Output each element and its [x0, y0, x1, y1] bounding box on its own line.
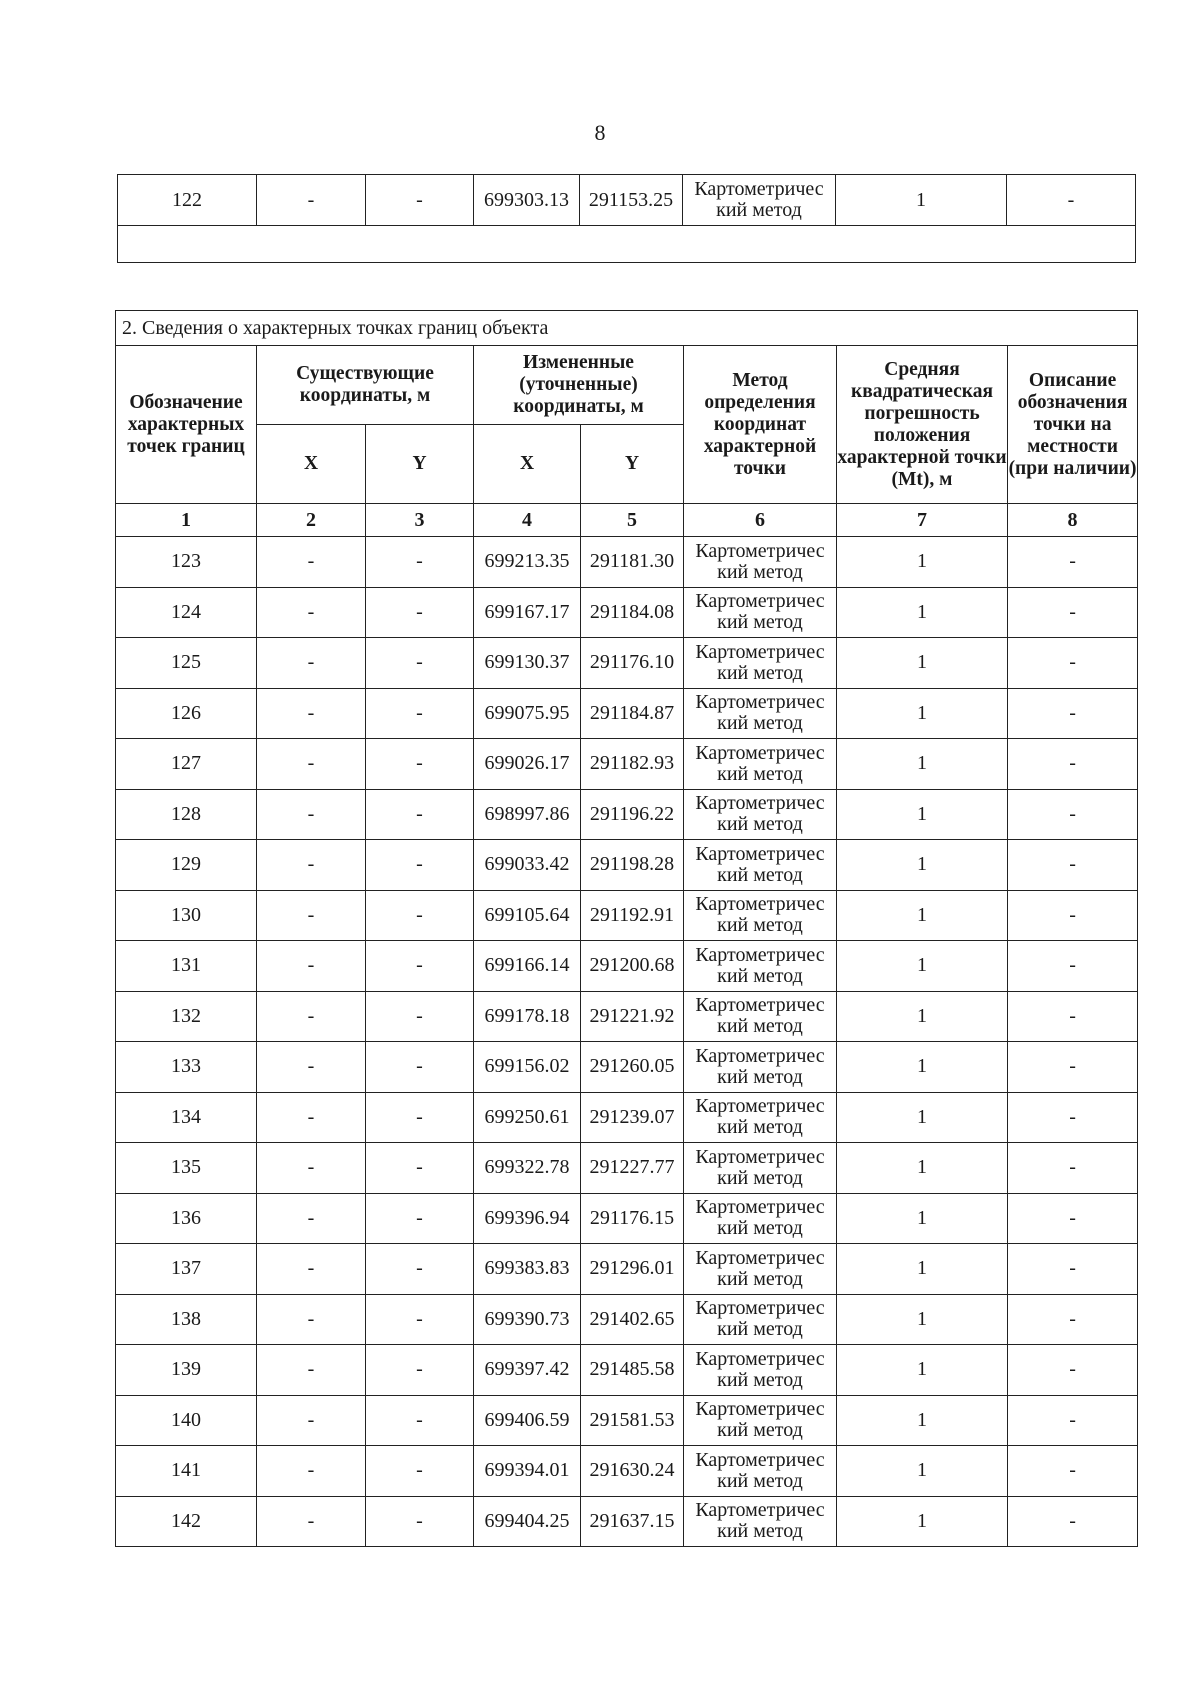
desc-cell: - [1008, 1193, 1138, 1244]
x-new-cell: 699033.42 [474, 840, 581, 891]
header-x-changed: X [474, 425, 581, 504]
column-number: 3 [366, 504, 474, 537]
column-number: 5 [581, 504, 684, 537]
mt-cell: 1 [837, 1496, 1008, 1547]
desc-cell: - [1008, 739, 1138, 790]
desc-cell: - [1008, 1345, 1138, 1396]
header-desc: Описание обозначения точки на местности (при наличии) [1008, 346, 1138, 504]
x-new-cell: 698997.86 [474, 789, 581, 840]
method-cell: Картометричес кий метод [684, 991, 837, 1042]
y-new-cell: 291402.65 [581, 1294, 684, 1345]
section-caption: 2. Сведения о характерных точках границ объекта [116, 311, 1138, 346]
desc-cell: - [1008, 840, 1138, 891]
y-existing-cell: - [366, 587, 474, 638]
x-existing-cell: - [257, 587, 366, 638]
desc-cell: - [1008, 587, 1138, 638]
x-new-cell: 699322.78 [474, 1143, 581, 1194]
point-cell: 133 [116, 1042, 257, 1093]
table-row [116, 1496, 1138, 1547]
x-new-cell: 699394.01 [474, 1446, 581, 1497]
table-row [116, 1143, 1138, 1194]
desc-cell: - [1008, 638, 1138, 689]
mt-cell: 1 [837, 1294, 1008, 1345]
y-existing-cell: - [366, 1042, 474, 1093]
y-new-cell: 291196.22 [581, 789, 684, 840]
y-existing-cell: - [366, 991, 474, 1042]
point-cell: 141 [116, 1446, 257, 1497]
y-new-cell: 291176.10 [581, 638, 684, 689]
x-new-cell: 699406.59 [474, 1395, 581, 1446]
column-number: 8 [1008, 504, 1138, 537]
y-new-cell: 291153.25 [580, 175, 683, 226]
y-existing-cell: - [366, 1143, 474, 1194]
column-number: 1 [116, 504, 257, 537]
table-row [116, 1395, 1138, 1446]
y-new-cell: 291182.93 [581, 739, 684, 790]
column-number: 7 [837, 504, 1008, 537]
table-row [116, 1193, 1138, 1244]
x-new-cell: 699396.94 [474, 1193, 581, 1244]
desc-cell: - [1008, 1446, 1138, 1497]
y-existing-cell: - [366, 1294, 474, 1345]
desc-cell: - [1008, 941, 1138, 992]
x-existing-cell: - [257, 1244, 366, 1295]
desc-cell: - [1008, 1496, 1138, 1547]
y-new-cell: 291221.92 [581, 991, 684, 1042]
desc-cell: - [1008, 1092, 1138, 1143]
y-existing-cell: - [366, 1446, 474, 1497]
desc-cell: - [1008, 789, 1138, 840]
table-row [116, 638, 1138, 689]
mt-cell: 1 [837, 840, 1008, 891]
x-new-cell: 699167.17 [474, 587, 581, 638]
method-cell: Картометричес кий метод [684, 1193, 837, 1244]
x-existing-cell: - [257, 1092, 366, 1143]
x-new-cell: 699130.37 [474, 638, 581, 689]
table-row [116, 739, 1138, 790]
x-new-cell: 699105.64 [474, 890, 581, 941]
method-cell: Картометричес кий метод [684, 1042, 837, 1093]
method-cell: Картометричес кий метод [684, 1294, 837, 1345]
mt-cell: 1 [837, 1092, 1008, 1143]
point-cell: 134 [116, 1092, 257, 1143]
method-cell: Картометричес кий метод [684, 587, 837, 638]
method-cell: Картометричес кий метод [684, 840, 837, 891]
header-changed: Измененные (уточненные) координаты, м [474, 346, 684, 425]
x-existing-cell: - [257, 1395, 366, 1446]
y-existing-cell: - [366, 840, 474, 891]
column-numbers-row [116, 504, 1138, 537]
desc-cell: - [1008, 1395, 1138, 1446]
boundary-points-table [115, 310, 1138, 1547]
method-cell: Картометричес кий метод [684, 890, 837, 941]
point-cell: 136 [116, 1193, 257, 1244]
point-cell: 130 [116, 890, 257, 941]
x-new-cell: 699075.95 [474, 688, 581, 739]
y-existing-cell: - [366, 1193, 474, 1244]
empty-row [118, 226, 1136, 263]
x-new-cell: 699156.02 [474, 1042, 581, 1093]
y-existing-cell: - [366, 1395, 474, 1446]
x-existing-cell: - [257, 789, 366, 840]
point-cell: 131 [116, 941, 257, 992]
x-new-cell: 699178.18 [474, 991, 581, 1042]
table-row [116, 537, 1138, 588]
method-cell: Картометричес кий метод [684, 1446, 837, 1497]
y-new-cell: 291184.08 [581, 587, 684, 638]
mt-cell: 1 [837, 991, 1008, 1042]
desc-cell: - [1008, 991, 1138, 1042]
mt-cell: 1 [836, 175, 1007, 226]
header-existing: Существующие координаты, м [257, 346, 474, 425]
desc-cell: - [1008, 1244, 1138, 1295]
x-existing-cell: - [257, 1143, 366, 1194]
page-number: 8 [594, 120, 606, 145]
x-existing-cell: - [257, 941, 366, 992]
table-row [116, 1446, 1138, 1497]
column-number: 2 [257, 504, 366, 537]
x-new-cell: 699397.42 [474, 1345, 581, 1396]
x-existing-cell: - [257, 638, 366, 689]
table-row [116, 1244, 1138, 1295]
point-cell: 137 [116, 1244, 257, 1295]
header-mt: Средняя квадратическая погрешность положения характерной точки (Mt), м [837, 346, 1008, 504]
y-new-cell: 291239.07 [581, 1092, 684, 1143]
y-existing-cell: - [366, 175, 474, 226]
x-existing-cell: - [257, 688, 366, 739]
y-existing-cell: - [366, 688, 474, 739]
point-cell: 122 [118, 175, 257, 226]
y-existing-cell: - [366, 739, 474, 790]
x-new-cell: 699026.17 [474, 739, 581, 790]
point-cell: 138 [116, 1294, 257, 1345]
y-new-cell: 291181.30 [581, 537, 684, 588]
y-existing-cell: - [366, 941, 474, 992]
point-cell: 126 [116, 688, 257, 739]
method-cell: Картометричес кий метод [684, 941, 837, 992]
y-new-cell: 291260.05 [581, 1042, 684, 1093]
mt-cell: 1 [837, 789, 1008, 840]
mt-cell: 1 [837, 1395, 1008, 1446]
y-new-cell: 291176.15 [581, 1193, 684, 1244]
y-new-cell: 291192.91 [581, 890, 684, 941]
point-cell: 132 [116, 991, 257, 1042]
x-existing-cell: - [257, 739, 366, 790]
desc-cell: - [1008, 1143, 1138, 1194]
x-existing-cell: - [257, 1345, 366, 1396]
mt-cell: 1 [837, 537, 1008, 588]
x-existing-cell: - [257, 991, 366, 1042]
method-cell: Картометричес кий метод [684, 638, 837, 689]
point-cell: 140 [116, 1395, 257, 1446]
desc-cell: - [1008, 688, 1138, 739]
method-cell: Картометричес кий метод [684, 1345, 837, 1396]
point-cell: 142 [116, 1496, 257, 1547]
method-cell: Картометричес кий метод [684, 688, 837, 739]
x-existing-cell: - [257, 537, 366, 588]
x-new-cell: 699213.35 [474, 537, 581, 588]
mt-cell: 1 [837, 1193, 1008, 1244]
x-existing-cell: - [257, 1042, 366, 1093]
x-existing-cell: - [257, 1446, 366, 1497]
method-cell: Картометричес кий метод [684, 1395, 837, 1446]
continuation-table [117, 174, 1136, 263]
point-cell: 135 [116, 1143, 257, 1194]
y-new-cell: 291227.77 [581, 1143, 684, 1194]
mt-cell: 1 [837, 739, 1008, 790]
y-existing-cell: - [366, 789, 474, 840]
y-existing-cell: - [366, 537, 474, 588]
desc-cell: - [1008, 537, 1138, 588]
x-existing-cell: - [257, 890, 366, 941]
x-new-cell: 699404.25 [474, 1496, 581, 1547]
point-cell: 123 [116, 537, 257, 588]
table-row [116, 941, 1138, 992]
x-existing-cell: - [257, 840, 366, 891]
x-new-cell: 699250.61 [474, 1092, 581, 1143]
mt-cell: 1 [837, 1042, 1008, 1093]
mt-cell: 1 [837, 638, 1008, 689]
x-new-cell: 699166.14 [474, 941, 581, 992]
table-row [116, 991, 1138, 1042]
mt-cell: 1 [837, 1143, 1008, 1194]
desc-cell: - [1008, 1042, 1138, 1093]
method-cell: Картометричес кий метод [684, 1496, 837, 1547]
header-x-existing: X [257, 425, 366, 504]
method-cell: Картометричес кий метод [684, 1092, 837, 1143]
column-number: 6 [684, 504, 837, 537]
desc-cell: - [1008, 890, 1138, 941]
y-new-cell: 291198.28 [581, 840, 684, 891]
point-cell: 128 [116, 789, 257, 840]
table-row [116, 840, 1138, 891]
method-cell: Картометричес кий метод [683, 175, 836, 226]
table-row [116, 789, 1138, 840]
x-new-cell: 699390.73 [474, 1294, 581, 1345]
y-new-cell: 291630.24 [581, 1446, 684, 1497]
mt-cell: 1 [837, 1446, 1008, 1497]
table-row [116, 688, 1138, 739]
header-method: Метод определения координат характерной точки [684, 346, 837, 504]
y-existing-cell: - [366, 1092, 474, 1143]
y-new-cell: 291200.68 [581, 941, 684, 992]
header-point: Обозначение характерных точек границ [116, 346, 257, 504]
point-cell: 129 [116, 840, 257, 891]
x-new-cell: 699383.83 [474, 1244, 581, 1295]
point-cell: 139 [116, 1345, 257, 1396]
y-new-cell: 291581.53 [581, 1395, 684, 1446]
method-cell: Картометричес кий метод [684, 739, 837, 790]
mt-cell: 1 [837, 1244, 1008, 1295]
mt-cell: 1 [837, 941, 1008, 992]
mt-cell: 1 [837, 890, 1008, 941]
desc-cell: - [1008, 1294, 1138, 1345]
table-row [116, 1092, 1138, 1143]
point-cell: 124 [116, 587, 257, 638]
x-existing-cell: - [257, 1294, 366, 1345]
y-existing-cell: - [366, 1496, 474, 1547]
table-row [116, 890, 1138, 941]
mt-cell: 1 [837, 587, 1008, 638]
x-existing-cell: - [257, 1496, 366, 1547]
point-cell: 127 [116, 739, 257, 790]
method-cell: Картометричес кий метод [684, 1244, 837, 1295]
empty-cell [118, 226, 1136, 263]
header-y-existing: Y [366, 425, 474, 504]
x-existing-cell: - [257, 175, 366, 226]
x-new-cell: 699303.13 [474, 175, 580, 226]
method-cell: Картометричес кий метод [684, 789, 837, 840]
table-row [116, 1042, 1138, 1093]
table-row [116, 1345, 1138, 1396]
desc-cell: - [1007, 175, 1136, 226]
x-existing-cell: - [257, 1193, 366, 1244]
y-existing-cell: - [366, 890, 474, 941]
method-cell: Картометричес кий метод [684, 537, 837, 588]
mt-cell: 1 [837, 1345, 1008, 1396]
header-y-changed: Y [581, 425, 684, 504]
y-existing-cell: - [366, 1244, 474, 1295]
table-row [116, 587, 1138, 638]
y-existing-cell: - [366, 1345, 474, 1396]
table-row [118, 175, 1136, 226]
point-cell: 125 [116, 638, 257, 689]
y-new-cell: 291296.01 [581, 1244, 684, 1295]
table-row [116, 1294, 1138, 1345]
y-new-cell: 291485.58 [581, 1345, 684, 1396]
y-existing-cell: - [366, 638, 474, 689]
column-number: 4 [474, 504, 581, 537]
y-new-cell: 291184.87 [581, 688, 684, 739]
method-cell: Картометричес кий метод [684, 1143, 837, 1194]
mt-cell: 1 [837, 688, 1008, 739]
y-new-cell: 291637.15 [581, 1496, 684, 1547]
